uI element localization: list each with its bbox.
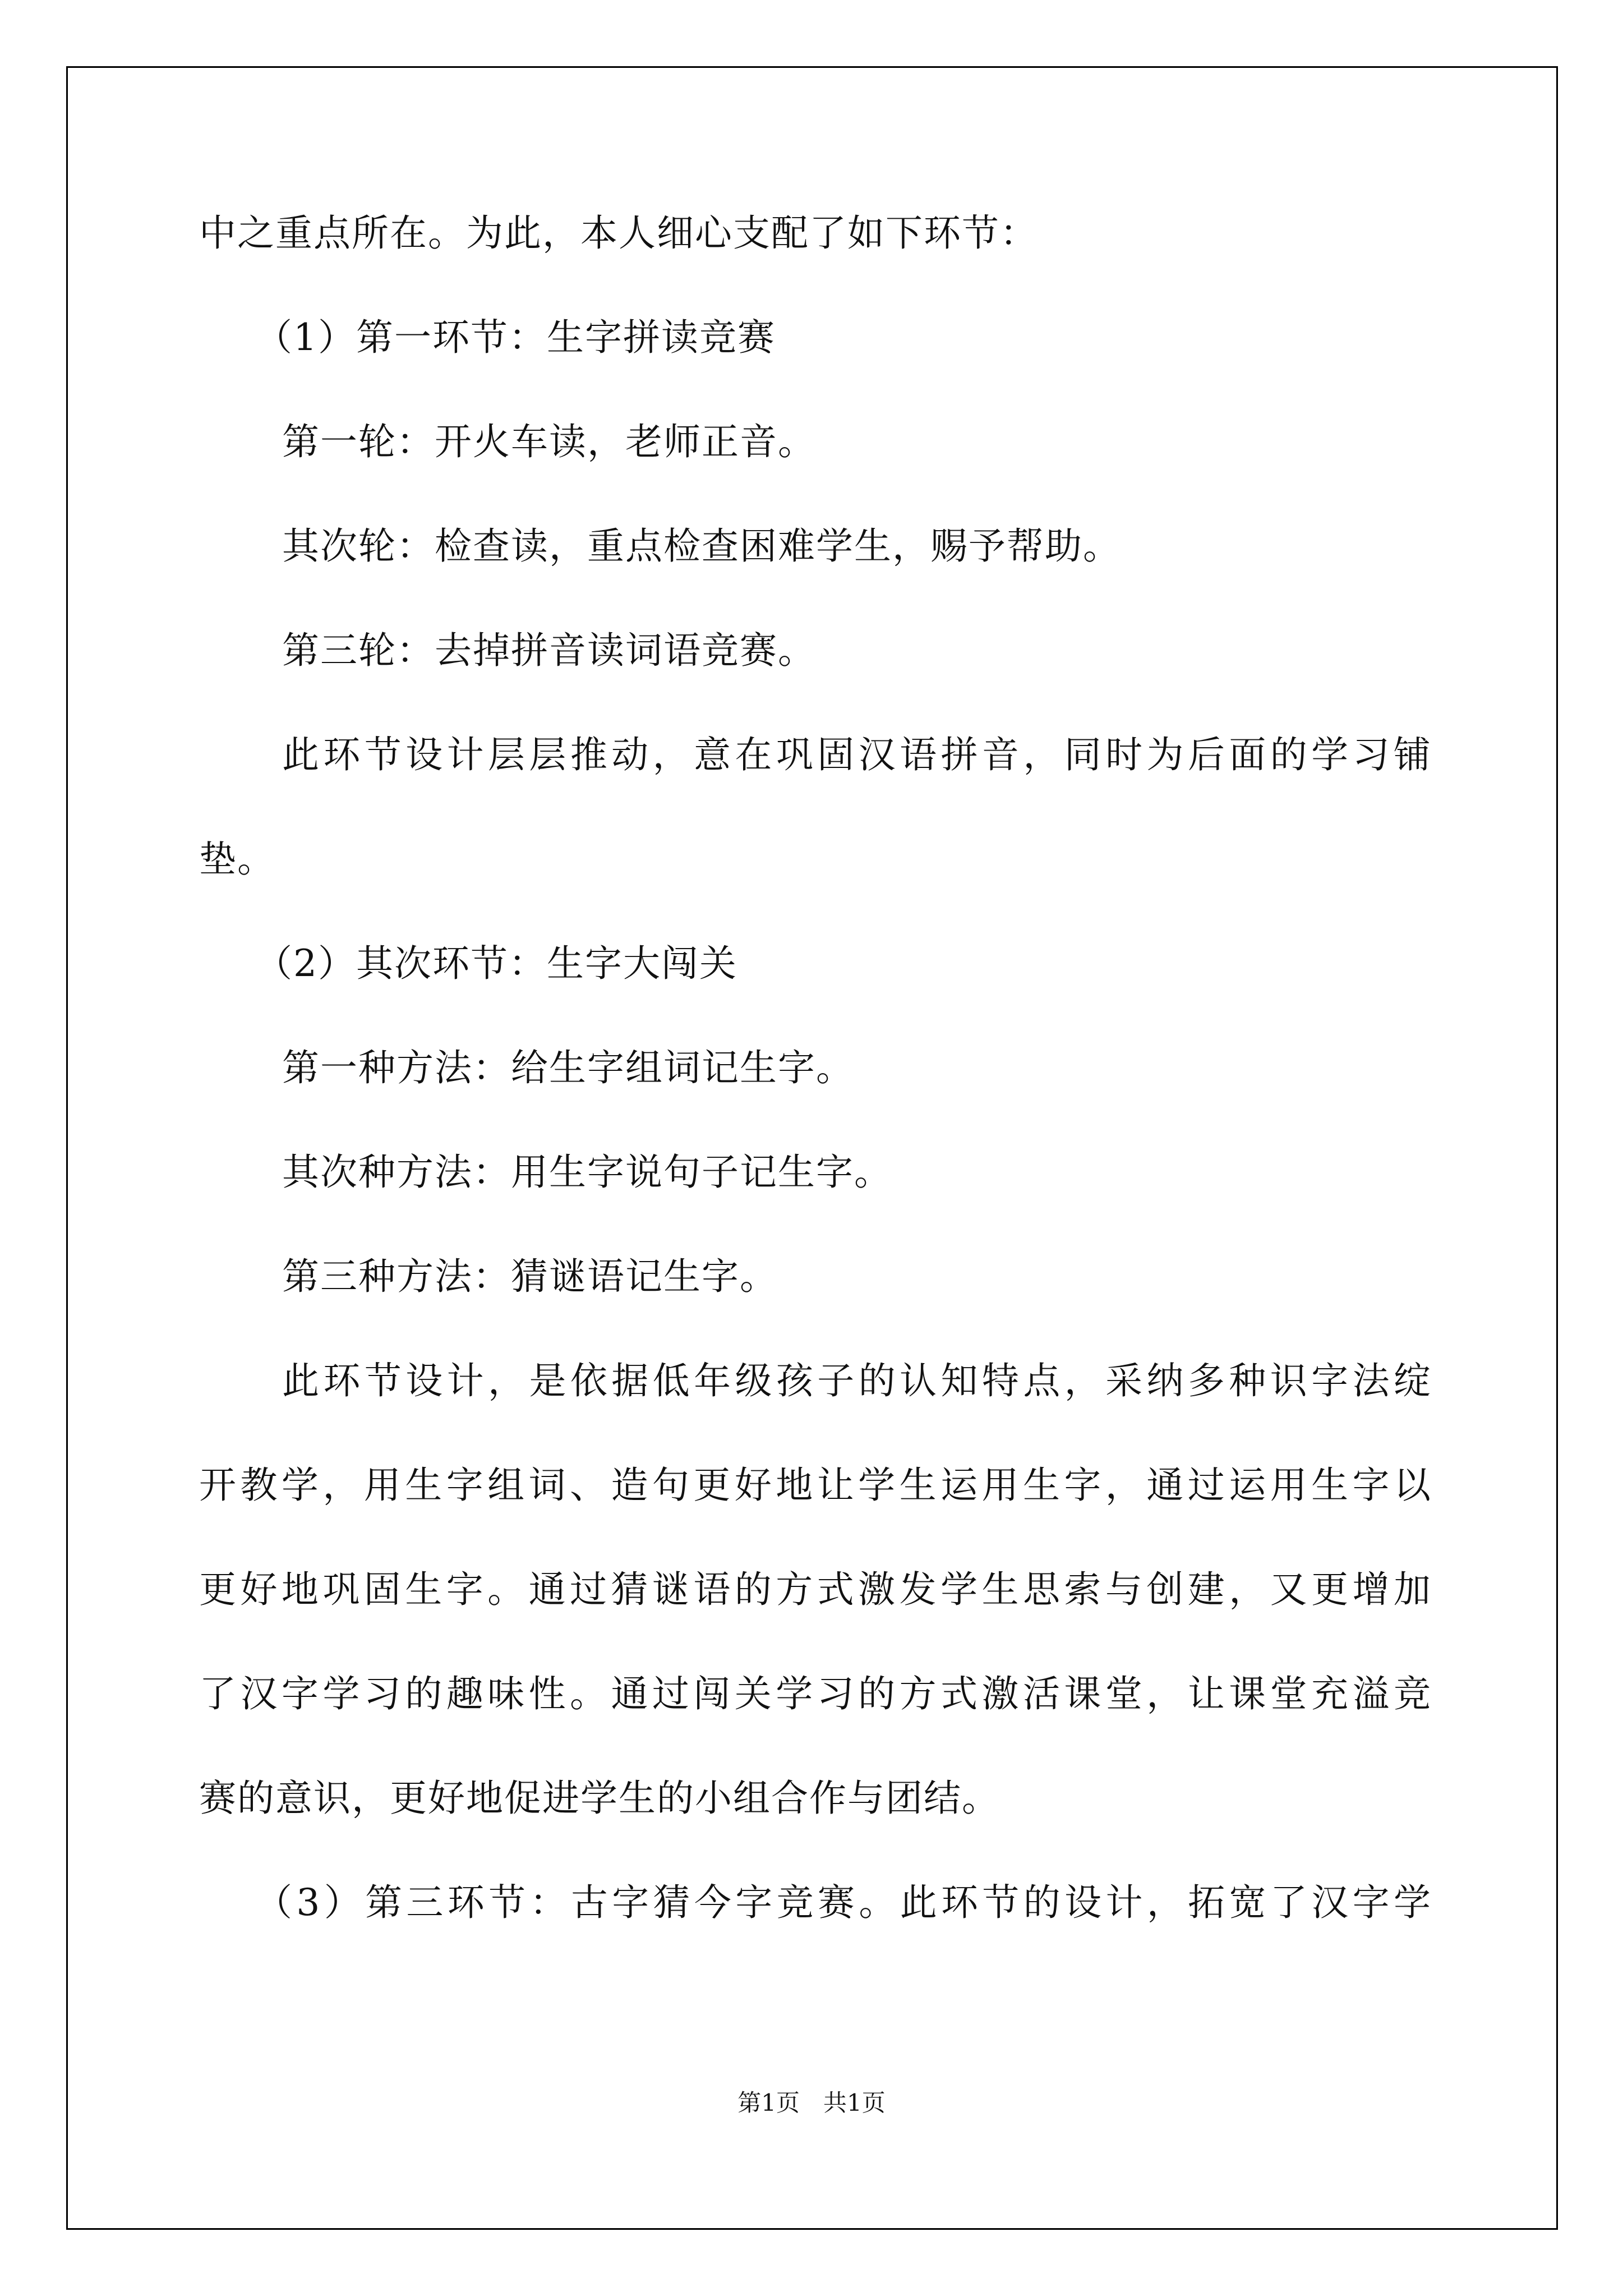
text-line: 第一种方法：给生字组词记生字。 <box>282 1046 854 1089</box>
text-line: 垫。 <box>199 838 275 881</box>
section-heading-3: （3）第三环节：古字猜今字竞赛。此环节的设计，拓宽了汉字学 <box>255 1881 1432 1924</box>
text-line: 赛的意识，更好地促进学生的小组合作与团结。 <box>199 1777 1000 1820</box>
section-heading-1: （1）第一环节：生字拼读竞赛 <box>255 316 776 359</box>
text-line: 第三轮：去掉拼音读词语竞赛。 <box>282 629 816 672</box>
text-line: 第一轮：开火车读，老师正音。 <box>282 420 816 463</box>
text-line: 中之重点所在。为此，本人细心支配了如下环节： <box>199 211 1038 255</box>
text-line: 此环节设计，是依据低年级孩子的认知特点，采纳多种识字法绽 <box>282 1359 1432 1402</box>
text-line: 其次轮：检查读，重点检查困难学生，赐予帮助。 <box>282 524 1121 568</box>
section-heading-2: （2）其次环节：生字大闯关 <box>255 942 737 985</box>
text-line: 了汉字学习的趣味性。通过闯关学习的方式激活课堂，让课堂充溢竞 <box>199 1672 1432 1715</box>
text-line: 此环节设计层层推动，意在巩固汉语拼音，同时为后面的学习铺 <box>282 733 1432 776</box>
text-line: 其次种方法：用生字说句子记生字。 <box>282 1151 892 1194</box>
page-footer: 第1页 共1页 <box>737 2089 886 2116</box>
text-line: 开教学，用生字组词、造句更好地让学生运用生字，通过运用生字以 <box>199 1464 1432 1507</box>
text-line: 更好地巩固生字。通过猜谜语的方式激发学生思索与创建，又更增加 <box>199 1568 1432 1611</box>
text-line: 第三种方法：猜谜语记生字。 <box>282 1255 778 1298</box>
